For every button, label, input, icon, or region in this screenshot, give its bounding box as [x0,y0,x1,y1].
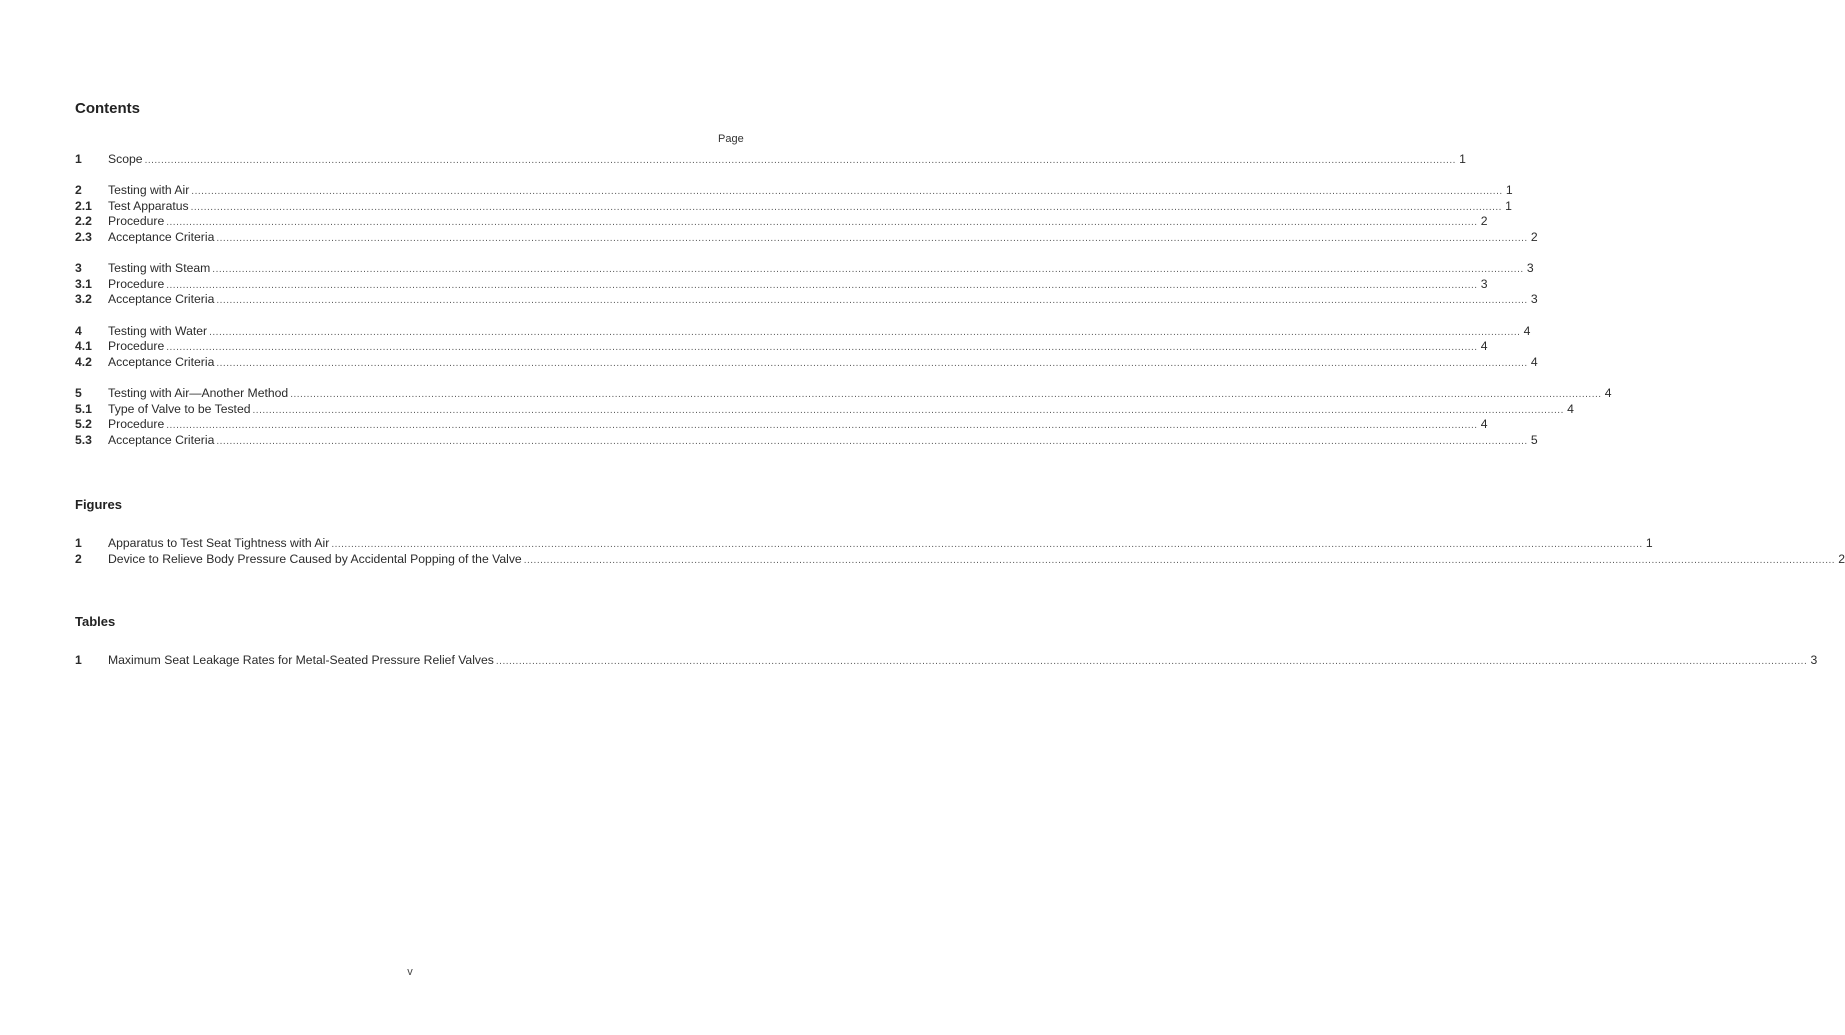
dot-leader: ................................................................................................................................................................................................................................................................................................................................................................................................................ [495,656,1808,667]
entry-title: Acceptance Criteria [108,354,215,369]
dot-leader: ................................................................................................................................................................................................................................................................................................................................................................................................................ [166,279,1478,291]
group-spacer [75,168,734,184]
entry-title: Acceptance Criteria [108,229,215,244]
entry-title: Testing with Steam [108,261,211,276]
tables-list [75,653,1818,669]
toc-entry[interactable] [75,417,1488,433]
toc-entry[interactable] [75,354,1538,371]
entry-title: Test Apparatus [108,198,189,213]
figures-list [75,536,1845,567]
contents-heading: Contents [75,100,140,117]
entry-number: 5.2 [75,417,92,432]
dot-leader: ................................................................................................................................................................................................................................................................................................................................................................................................................ [209,326,1521,338]
dot-leader: ................................................................................................................................................................................................................................................................................................................................................................................................................ [166,342,1478,354]
figures-heading: Figures [75,497,122,512]
entry-page-number: 1 [1645,536,1653,550]
entry-number: 1 [75,152,82,166]
dot-leader: ................................................................................................................................................................................................................................................................................................................................................................................................................ [191,186,1503,198]
entry-number: 1 [75,536,82,550]
entry-number: 4.2 [75,354,92,369]
entry-title: Procedure [108,276,165,291]
toc-entry[interactable] [75,276,1488,293]
entry-title: Testing with Water [108,323,208,338]
dot-leader: ................................................................................................................................................................................................................................................................................................................................................................................................................ [216,232,1528,244]
toc-entry[interactable] [75,401,1574,418]
toc-entry[interactable] [75,261,1534,277]
toc-entry[interactable] [75,229,1538,246]
toc-entry[interactable] [75,551,1845,568]
toc-entry[interactable] [75,152,1466,168]
entry-page-number: 4 [1530,354,1538,369]
dot-leader: ................................................................................................................................................................................................................................................................................................................................................................................................................ [216,357,1528,369]
entry-number: 5 [75,385,82,400]
entry-number: 2 [75,551,82,566]
entry-number: 3.1 [75,276,92,291]
entry-number: 4 [75,323,82,338]
entry-number: 1 [75,653,82,667]
entry-number: 4.1 [75,339,92,354]
toc-entry[interactable] [75,432,1538,449]
dot-leader: ................................................................................................................................................................................................................................................................................................................................................................................................................ [216,295,1528,307]
toc-entry[interactable] [75,183,1513,199]
entry-title: Maximum Seat Leakage Rates for Metal-Seated Pressure Relief Valves [108,653,494,667]
group-spacer [75,370,734,386]
entry-title: Type of Valve to be Tested [108,401,251,416]
entry-page-number: 2 [1838,551,1845,566]
entry-page-number: 4 [1604,385,1612,400]
entry-page-number: 2 [1480,214,1488,229]
entry-page-number: 1 [1505,183,1513,198]
toc-entry[interactable] [75,385,1612,402]
dot-leader: ................................................................................................................................................................................................................................................................................................................................................................................................................ [252,404,1564,416]
entry-number: 2.3 [75,229,92,244]
entry-number: 3 [75,261,82,276]
entry-title: Testing with Air [108,183,190,198]
entry-number: 3.2 [75,292,92,307]
entry-page-number: 3 [1526,261,1534,276]
entry-page-number: 3 [1530,292,1538,307]
entry-title: Acceptance Criteria [108,432,215,447]
toc-entry[interactable] [75,536,1653,552]
tables-heading: Tables [75,614,116,629]
group-spacer [75,308,734,324]
contents-list [75,152,1612,448]
entry-title: Testing with Air—Another Method [108,385,289,400]
entry-number: 2.1 [75,198,92,213]
entry-number: 2.2 [75,214,92,229]
toc-entry[interactable] [75,292,1538,308]
toc-entry[interactable] [75,198,1512,215]
entry-page-number: 4 [1480,417,1488,432]
entry-title: Procedure [108,417,165,432]
entry-title: Apparatus to Test Seat Tightness with Air [108,536,330,550]
entry-number: 2 [75,183,82,198]
entry-page-number: 4 [1480,339,1488,354]
toc-entry[interactable] [75,323,1531,340]
dot-leader: ................................................................................................................................................................................................................................................................................................................................................................................................................ [212,264,1524,276]
dot-leader: ................................................................................................................................................................................................................................................................................................................................................................................................................ [144,155,1456,166]
dot-leader: ................................................................................................................................................................................................................................................................................................................................................................................................................ [190,201,1502,213]
entry-number: 5.1 [75,401,92,416]
group-spacer [75,246,734,262]
entry-title: Procedure [108,214,165,229]
entry-page-number: 4 [1567,401,1574,416]
entry-page-number: 3 [1480,276,1488,291]
entry-page-number: 2 [1530,229,1538,244]
dot-leader: ................................................................................................................................................................................................................................................................................................................................................................................................................ [216,435,1528,447]
page-column-label: Page [718,133,744,145]
toc-entry[interactable] [75,653,1818,669]
page-number: v [407,966,413,978]
dot-leader: ................................................................................................................................................................................................................................................................................................................................................................................................................ [331,539,1643,550]
entry-page-number: 1 [1505,198,1512,213]
entry-page-number: 5 [1530,432,1538,447]
toc-entry[interactable] [75,214,1488,230]
dot-leader: ................................................................................................................................................................................................................................................................................................................................................................................................................ [290,388,1602,400]
entry-page-number: 3 [1810,653,1818,667]
entry-title: Scope [108,152,143,166]
dot-leader: ................................................................................................................................................................................................................................................................................................................................................................................................................ [523,554,1836,566]
toc-entry[interactable] [75,339,1488,355]
dot-leader: ................................................................................................................................................................................................................................................................................................................................................................................................................ [166,420,1478,432]
entry-title: Device to Relieve Body Pressure Caused by Accidental Popping of the Valve [108,551,522,566]
entry-title: Procedure [108,339,165,354]
entry-page-number: 4 [1523,323,1531,338]
entry-title: Acceptance Criteria [108,292,215,307]
dot-leader: ................................................................................................................................................................................................................................................................................................................................................................................................................ [166,217,1478,229]
entry-number: 5.3 [75,432,92,447]
entry-page-number: 1 [1459,152,1466,166]
